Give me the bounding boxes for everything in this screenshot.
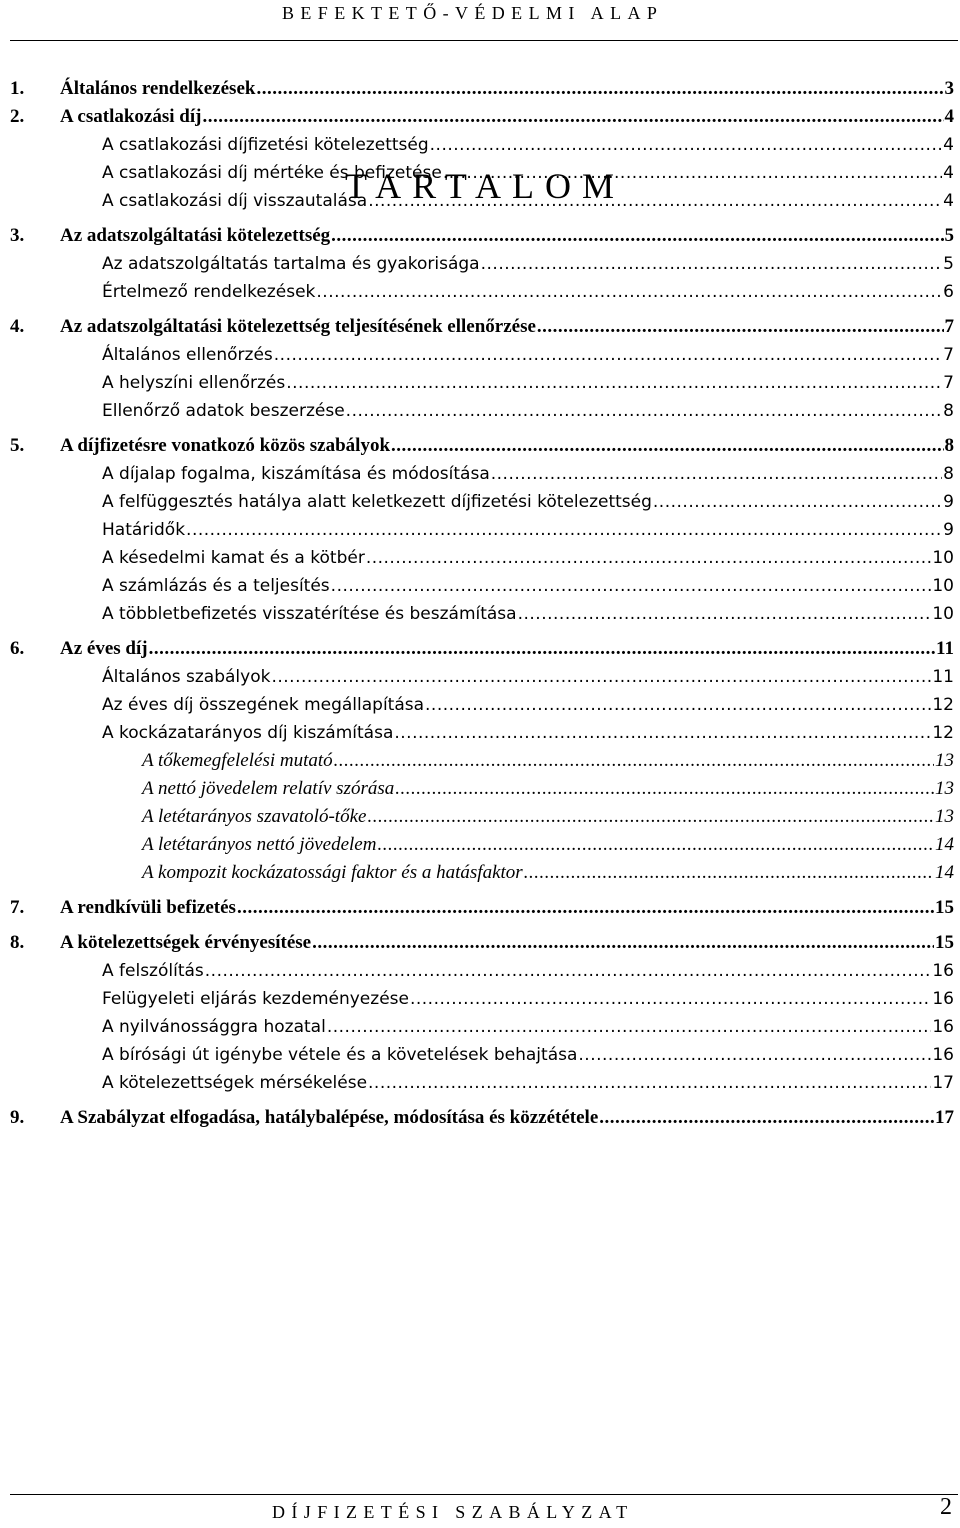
toc-entry-label: A díjalap fogalma, kiszámítása és módosítása bbox=[102, 464, 490, 484]
toc-dot-leader bbox=[410, 985, 931, 1013]
toc-entry-label: A nyilvánossággra hozatal bbox=[102, 1017, 326, 1037]
toc-entry-label: A felszólítás bbox=[102, 961, 204, 981]
toc-entry[interactable] bbox=[0, 859, 960, 887]
toc-entry-number: 4. bbox=[10, 316, 25, 337]
toc-entry[interactable] bbox=[0, 635, 960, 663]
toc-entry-page: 9 bbox=[943, 492, 954, 512]
toc-entry-label: A kompozit kockázatossági faktor és a hatásfaktor bbox=[142, 862, 523, 883]
running-footer: DÍJFIZETÉSI SZABÁLYZAT bbox=[272, 1502, 634, 1522]
toc-entry-page: 13 bbox=[935, 806, 954, 827]
toc-entry-page: 16 bbox=[932, 989, 954, 1009]
toc-entry-page: 8 bbox=[944, 435, 954, 456]
toc-dot-leader bbox=[367, 803, 934, 831]
toc-entry[interactable] bbox=[0, 719, 960, 747]
toc-entry[interactable] bbox=[0, 985, 960, 1013]
toc-dot-leader bbox=[286, 369, 942, 397]
toc-dot-leader bbox=[518, 600, 932, 628]
toc-entry[interactable] bbox=[0, 1069, 960, 1097]
toc-entry-label: Ellenőrző adatok beszerzése bbox=[102, 401, 345, 421]
toc-entry-label: A csatlakozási díj visszautalása bbox=[102, 191, 368, 211]
toc-entry-label: Az adatszolgáltatási kötelezettség bbox=[60, 225, 331, 246]
toc-dot-leader bbox=[443, 159, 942, 187]
toc-entry[interactable] bbox=[0, 600, 960, 628]
toc-entry-label: A letétarányos szavatoló-tőke bbox=[142, 806, 367, 827]
toc-entry-page: 12 bbox=[932, 695, 954, 715]
toc-dot-leader bbox=[237, 894, 934, 922]
toc-entry-label: Értelmező rendelkezések bbox=[102, 282, 316, 302]
toc-entry-page: 14 bbox=[935, 862, 954, 883]
toc-dot-leader bbox=[205, 957, 932, 985]
toc-entry-label: A letétarányos nettó jövedelem bbox=[142, 834, 377, 855]
toc-entry-page: 4 bbox=[944, 106, 954, 127]
page-title: TARTALOM bbox=[344, 166, 626, 206]
toc-entry[interactable] bbox=[0, 803, 960, 831]
toc-entry-label: A csatlakozási díjfizetési kötelezettség bbox=[102, 135, 429, 155]
toc-entry-page: 16 bbox=[932, 1017, 954, 1037]
toc-entry-page: 14 bbox=[935, 834, 954, 855]
toc-dot-leader bbox=[346, 397, 943, 425]
toc-entry-page: 4 bbox=[943, 163, 954, 183]
toc-entry[interactable] bbox=[0, 929, 960, 957]
toc-entry-label: A kötelezettségek mérsékelése bbox=[102, 1073, 368, 1093]
toc-entry-page: 13 bbox=[935, 750, 954, 771]
toc-entry-label: A csatlakozási díj bbox=[60, 106, 202, 127]
toc-entry-page: 10 bbox=[932, 576, 954, 596]
toc-entry[interactable] bbox=[0, 1104, 960, 1132]
toc-entry-page: 5 bbox=[943, 254, 954, 274]
toc-dot-leader bbox=[368, 1069, 931, 1097]
toc-entry[interactable] bbox=[0, 369, 960, 397]
toc-dot-leader bbox=[368, 187, 942, 215]
toc-dot-leader bbox=[331, 572, 932, 600]
toc-entry-page: 16 bbox=[932, 1045, 954, 1065]
toc-entry-page: 8 bbox=[943, 401, 954, 421]
toc-entry-page: 12 bbox=[932, 723, 954, 743]
toc-entry-page: 16 bbox=[932, 961, 954, 981]
toc-dot-leader bbox=[430, 131, 943, 159]
toc-entry[interactable] bbox=[0, 159, 960, 187]
toc-entry[interactable] bbox=[0, 775, 960, 803]
toc-entry-label: A számlázás és a teljesítés bbox=[102, 576, 330, 596]
toc-dot-leader bbox=[334, 747, 934, 775]
toc-entry-page: 7 bbox=[943, 373, 954, 393]
running-header: BEFEKTETŐ-VÉDELMI ALAP bbox=[282, 3, 664, 23]
toc-entry-page: 6 bbox=[943, 282, 954, 302]
toc-entry-page: 4 bbox=[943, 191, 954, 211]
toc-dot-leader bbox=[491, 460, 942, 488]
toc-entry-page: 7 bbox=[944, 316, 954, 337]
toc-entry-label: A nettó jövedelem relatív szórása bbox=[142, 778, 395, 799]
toc-dot-leader bbox=[391, 432, 943, 460]
toc-entry[interactable] bbox=[0, 103, 960, 131]
toc-entry-number: 6. bbox=[10, 638, 25, 659]
toc-entry[interactable] bbox=[0, 341, 960, 369]
toc-entry-label: A helyszíni ellenőrzés bbox=[102, 373, 286, 393]
toc-entry-label: A többletbefizetés visszatérítése és beszámítása bbox=[102, 604, 517, 624]
footer-rule bbox=[10, 1494, 958, 1495]
toc-entry-number: 8. bbox=[10, 932, 25, 953]
toc-entry-page: 7 bbox=[943, 345, 954, 365]
toc-entry[interactable] bbox=[0, 831, 960, 859]
toc-entry-label: A bírósági út igénybe vétele és a követelések behajtása bbox=[102, 1045, 578, 1065]
toc-entry-label: Határidők bbox=[102, 520, 186, 540]
toc-entry-number: 7. bbox=[10, 897, 25, 918]
toc-entry[interactable] bbox=[0, 313, 960, 341]
toc-entry[interactable] bbox=[0, 222, 960, 250]
toc-entry[interactable] bbox=[0, 131, 960, 159]
toc-entry-number: 2. bbox=[10, 106, 25, 127]
toc-entry-page: 9 bbox=[943, 520, 954, 540]
toc-entry[interactable] bbox=[0, 397, 960, 425]
toc-entry-page: 13 bbox=[935, 778, 954, 799]
toc-entry-label: A csatlakozási díj mértéke és befizetése bbox=[102, 163, 442, 183]
toc-dot-leader bbox=[599, 1104, 934, 1132]
toc-entry-label: Az éves díj bbox=[60, 638, 148, 659]
toc-entry[interactable] bbox=[0, 187, 960, 215]
toc-dot-leader bbox=[653, 488, 942, 516]
toc-entry-label: A díjfizetésre vonatkozó közös szabályok bbox=[60, 435, 391, 456]
toc-entry[interactable] bbox=[0, 691, 960, 719]
toc-entry-label: Az éves díj összegének megállapítása bbox=[102, 695, 425, 715]
toc-entry-label: A Szabályzat elfogadása, hatálybalépése, módosítása és közzététele bbox=[60, 1107, 599, 1128]
toc-dot-leader bbox=[327, 1013, 932, 1041]
toc-entry[interactable] bbox=[0, 460, 960, 488]
toc-entry-page: 5 bbox=[944, 225, 954, 246]
toc-entry-number: 5. bbox=[10, 435, 25, 456]
toc-entry-page: 17 bbox=[932, 1073, 954, 1093]
toc-dot-leader bbox=[524, 859, 934, 887]
toc-dot-leader bbox=[271, 663, 931, 691]
toc-entry-label: A rendkívüli befizetés bbox=[60, 897, 236, 918]
toc-dot-leader bbox=[377, 831, 934, 859]
toc-entry-page: 3 bbox=[944, 78, 954, 99]
toc-entry-label: A késedelmi kamat és a kötbér bbox=[102, 548, 365, 568]
toc-entry[interactable] bbox=[0, 747, 960, 775]
toc-entry-label: A kockázatarányos díj kiszámítása bbox=[102, 723, 394, 743]
page-number: 2 bbox=[940, 1494, 952, 1520]
toc-entry-number: 3. bbox=[10, 225, 25, 246]
toc-dot-leader bbox=[537, 313, 944, 341]
toc-entry[interactable] bbox=[0, 544, 960, 572]
toc-entry-page: 15 bbox=[935, 897, 954, 918]
toc-dot-leader bbox=[274, 341, 942, 369]
toc-entry-label: Általános szabályok bbox=[102, 667, 271, 687]
toc-entry[interactable] bbox=[0, 1041, 960, 1069]
toc-dot-leader bbox=[331, 222, 943, 250]
toc-dot-leader bbox=[316, 278, 942, 306]
toc-dot-leader bbox=[394, 719, 931, 747]
toc-entry-page: 10 bbox=[932, 604, 954, 624]
toc-entry-number: 9. bbox=[10, 1107, 25, 1128]
toc-entry-page: 8 bbox=[943, 464, 954, 484]
toc-entry[interactable] bbox=[0, 250, 960, 278]
toc-entry[interactable] bbox=[0, 488, 960, 516]
toc-dot-leader bbox=[425, 691, 931, 719]
toc-entry-page: 10 bbox=[932, 548, 954, 568]
toc-entry[interactable] bbox=[0, 516, 960, 544]
toc-entry[interactable] bbox=[0, 278, 960, 306]
toc-dot-leader bbox=[481, 250, 943, 278]
toc-entry-label: Általános ellenőrzés bbox=[102, 345, 273, 365]
toc-entry[interactable] bbox=[0, 894, 960, 922]
toc-entry[interactable] bbox=[0, 957, 960, 985]
toc-entry-label: Felügyeleti eljárás kezdeményezése bbox=[102, 989, 409, 1009]
toc-dot-leader bbox=[366, 544, 932, 572]
toc-entry-page: 11 bbox=[936, 638, 954, 659]
toc-entry-page: 11 bbox=[932, 667, 954, 687]
toc-entry-label: A felfüggesztés hatálya alatt keletkezett díjfizetési kötelezettség bbox=[102, 492, 652, 512]
toc-entry-label: Az adatszolgáltatási kötelezettség teljesítésének ellenőrzése bbox=[60, 316, 536, 337]
toc-entry-label: A tőkemegfelelési mutató bbox=[142, 750, 333, 771]
toc-entry-number: 1. bbox=[10, 78, 25, 99]
toc-entry-page: 4 bbox=[943, 135, 954, 155]
toc-dot-leader bbox=[312, 929, 934, 957]
toc-entry[interactable] bbox=[0, 1013, 960, 1041]
toc-entry-label: A kötelezettségek érvényesítése bbox=[60, 932, 312, 953]
toc-entry-label: Általános rendelkezések bbox=[60, 78, 256, 99]
toc-entry[interactable] bbox=[0, 572, 960, 600]
toc-dot-leader bbox=[149, 635, 935, 663]
toc-dot-leader bbox=[395, 775, 934, 803]
toc-dot-leader bbox=[202, 103, 943, 131]
toc-dot-leader bbox=[578, 1041, 931, 1069]
toc-dot-leader bbox=[256, 75, 943, 103]
toc-entry[interactable] bbox=[0, 432, 960, 460]
toc-entry[interactable] bbox=[0, 75, 960, 103]
toc-entry-page: 17 bbox=[935, 1107, 954, 1128]
toc-entry-label: Az adatszolgáltatás tartalma és gyakorisága bbox=[102, 254, 480, 274]
toc-entry-page: 15 bbox=[935, 932, 954, 953]
toc-entry[interactable] bbox=[0, 663, 960, 691]
toc-dot-leader bbox=[186, 516, 942, 544]
